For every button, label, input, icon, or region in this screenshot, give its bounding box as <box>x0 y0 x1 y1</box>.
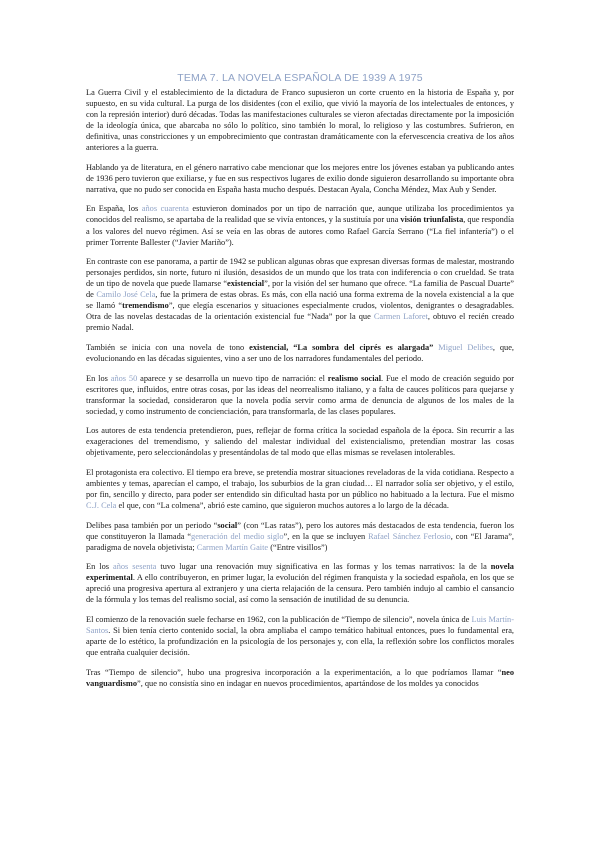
paragraph-tiempo-de-silencio: El comienzo de la renovación suele fecharse en 1962, con la publicación de “Tiempo de silencio”, novela única de Luis Martín-Santos. Si bien tenía cierto contenido social, la obra ampliaba el campo temático habitual entonces, pues lo fundamental era, aparte de lo estético, la profundización en la psicología de los personajes y, con ella, la reflexión sobre los conflictos morales que entraña cualquier decisión. <box>86 614 514 658</box>
link-generacion-medio-siglo[interactable]: generación del medio siglo <box>191 531 284 541</box>
bold-term: visión triunfalista <box>400 215 464 225</box>
paragraph-medio-siglo: Delibes pasa también por un periodo “social” (con “Las ratas”), pero los autores más destacados de esta tendencia, fueron los que constituyeron la llamada “generación del medio siglo”, en la que se incluyen Rafael Sánchez Ferlosio, con “El Jarama”, paradigma de novela objetivista; Carmen Martín Gaite (“Entre visillos”) <box>86 520 514 552</box>
link-rafael-sanchez-ferlosio[interactable]: Rafael Sánchez Ferlosio <box>368 531 451 541</box>
paragraph-forties: En España, los años cuarenta estuvieron dominados por un tipo de narración que, aunque utilizaba los procedimientos ya conocidos del realismo, se apartaba de la realidad que se vivía entonces, y la sustituía por una visión triunfalista, que respondía a los valores del nuevo régimen. Así se veía en las obras de autores como Rafael García Serrano (“La fiel infantería”) o el primer Torrente Ballester (“Javier Mariño”). <box>86 204 514 247</box>
link-camilo-jose-cela[interactable]: Camilo José Cela <box>96 290 156 300</box>
paragraph-exile: Hablando ya de literatura, en el género narrativo cabe mencionar que los mejores entre los jóvenes estaban ya publicando antes de 1936 pero tuvieron que exiliarse, y fue en sus respectivos lugares de exilio donde siguieron desarrollando su importante obra narrativa, que no pudo ser conocida en España hasta mucho después. Destacan Ayala, Concha Méndez, Max Aub y Sender. <box>86 162 514 194</box>
bold-term: novela experimental <box>86 562 514 583</box>
paragraph-neo-vanguardismo: Tras “Tiempo de silencio”, hubo una progresiva incorporación a la experimentación, a lo que podríamos llamar “neo vanguardismo”, que no consistía sino en indagar en nuevos procedimientos, apartándose de los moldes ya conocidos <box>86 667 514 688</box>
link-carmen-laforet[interactable]: Carmen Laforet <box>373 312 428 322</box>
link-miguel-delibes[interactable]: Miguel Delibes <box>438 342 493 352</box>
paragraph-fifties: En los años 50 aparece y se desarrolla un nuevo tipo de narración: el realismo social. Fue el modo de creación seguido por escritores que, influidos, entre otras cosas, por las ideas del neorrealismo italiano, y a falta de cauces políticos para quejarse y transformar la sociedad, consideraron que la novela podía servir como arma de denuncia de algunos de los males de la sociedad, y como instrumento de concienciación, para transformarla, de las clases populares. <box>86 373 514 416</box>
link-cj-cela[interactable]: C.J. Cela <box>86 501 117 510</box>
bold-term: existencial <box>249 342 287 352</box>
link-luis-martin-santos[interactable]: Luis Martín-Santos <box>86 614 514 635</box>
paragraph-existential: En contraste con ese panorama, a partir de 1942 se publican algunas obras que expresan diversas formas de malestar, mostrando personajes perdidos, sin norte, futuro ni ilusión, desasidos de un mundo que los trata con indiferencia o con crueldad. Se trata de un tipo de novela que puede llamarse “existencial”, por la visión del ser humano que ofrece. “La familia de Pascual Duarte” de Camilo José Cela, fue la primera de estas obras. Es más, con ella nació una forma extrema de la novela existencial a la que se llamó “tremendismo”, que elegía escenarios y situaciones especialmente crudos, violentos, denigrantes o desagradables. Otra de las novelas destacadas de la orientación existencial fue “Nada” por la que Carmen Laforet, obtuvo el recién creado premio Nadal. <box>86 257 515 333</box>
paragraph-civil-war: La Guerra Civil y el establecimiento de la dictadura de Franco supusieron un corte cruento en la historia de España y, por supuesto, en su vida cultural. La purga de los disidentes (con el exilio, que vivió la mayoría de los intelectuales de entonces, y con la represión interior) duró décadas. Todas las manifestaciones culturales se vieron afectadas directamente por la imposición de la ideología única, que abarcaba no sólo lo político, sino también lo moral, lo religioso y las costumbres. Sufrieron, en definitiva, unas constricciones y un empobrecimiento que contrastan dramáticamente con la efervescencia creativa de los años anteriores a la guerra. <box>86 88 514 153</box>
bold-term: neo vanguardismo <box>86 667 514 688</box>
link-anos-50[interactable]: años 50 <box>110 373 138 383</box>
link-carmen-martin-gaite[interactable]: Carmen Martín Gaite <box>196 542 269 552</box>
paragraph-collective-protagonist: El protagonista era colectivo. El tiempo era breve, se pretendía mostrar situaciones reveladoras de la vida cotidiana. Respecto a ambientes y temas, aparecían el campo, el trabajo, los suburbios de la gran ciudad… El narrador solía ser objetivo, y el estilo, por fin, sencillo y directo, para poder ser entendido sin dificultad hasta por un público no habituado a la lectura. Fue el mismo C.J. Cela el que, con “La colmena”, abrió este camino, que siguieron muchos autores a lo largo de la década. <box>86 467 514 510</box>
paragraph-delibes: También se inicia con una novela de tono existencial, “La sombra del ciprés es alargada” Miguel Delibes, que, evolucionando en las décadas siguientes, vino a ser uno de los narradores fundamentales del periodo. <box>86 342 514 363</box>
paragraph-sixties: En los años sesenta tuvo lugar una renovación muy significativa en las formas y los temas narrativos: la de la novela experimental. A ello contribuyeron, en primer lugar, la evolución del régimen franquista y la sociedad española, en los que se apreció una progresiva apertura al extranjero y una cierta relajación de la censura. Pero también indujo al cambio el cansancio de la fórmula y los temas del realismo social, así como la sensación de inutilidad de su denuncia. <box>86 562 514 605</box>
bold-term: existencial <box>227 279 265 289</box>
paragraph-social-authors: Los autores de esta tendencia pretendieron, pues, reflejar de forma crítica la sociedad española de la época. Sin recurrir a las exageraciones del tremendismo, y saliendo del malestar individual del existencialismo, pretendían mostrar las cosas objetivamente, pero seleccionándolas y presentándolas de tal modo que ellas mismas se revelasen intolerables. <box>86 426 514 458</box>
bold-term: social <box>217 520 238 530</box>
page-title: TEMA 7. LA NOVELA ESPAÑOLA DE 1939 A 1975 <box>177 72 423 84</box>
bold-term: tremendismo <box>122 301 169 311</box>
bold-term: realismo social <box>327 373 382 383</box>
link-anos-sesenta[interactable]: años sesenta <box>113 562 157 572</box>
link-anos-cuarenta[interactable]: años cuarenta <box>141 204 189 214</box>
